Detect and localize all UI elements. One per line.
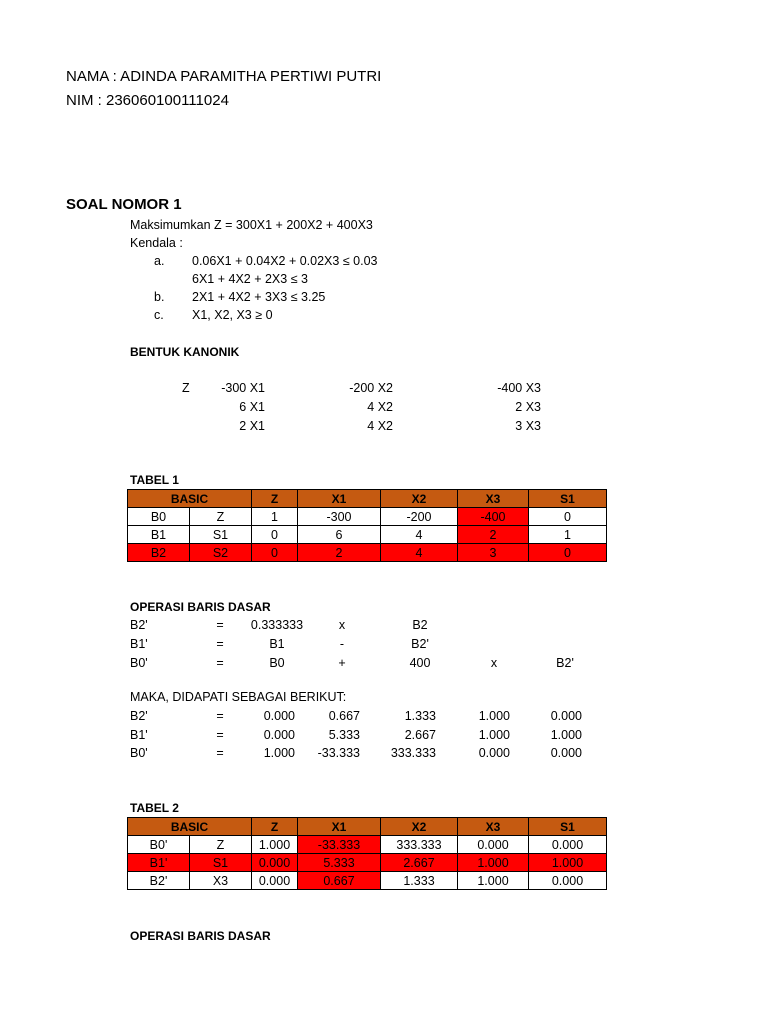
- maka-equals: =: [216, 746, 224, 760]
- obd-equals: =: [216, 618, 224, 632]
- header-x3: X3: [458, 490, 529, 508]
- table-cell: 4: [381, 526, 458, 544]
- table-cell: S1: [190, 526, 252, 544]
- kanonik-x2: -200 X2: [349, 381, 393, 395]
- table-row: [128, 508, 607, 526]
- table-cell: 4: [381, 544, 458, 562]
- obd-label: B1': [130, 637, 148, 651]
- obd-value: B2': [411, 637, 429, 651]
- pivot-column-cell: -400: [458, 508, 529, 526]
- maka-value: 5.333: [328, 728, 360, 742]
- maka-value: 1.333: [404, 709, 436, 723]
- maka-equals: =: [216, 709, 224, 723]
- constraint-text: 6X1 + 4X2 + 2X3 ≤ 3: [192, 272, 308, 286]
- header-z: Z: [252, 490, 298, 508]
- constraint-text: X1, X2, X3 ≥ 0: [192, 308, 273, 322]
- table-cell: 1.333: [381, 872, 458, 890]
- header-x1: X1: [298, 818, 381, 836]
- header-x1: X1: [298, 490, 381, 508]
- pivot-row: [128, 854, 607, 872]
- maka-value: 1.000: [478, 728, 510, 742]
- pivot-column-cell: -33.333: [298, 836, 381, 854]
- table-cell: 1: [252, 508, 298, 526]
- table-cell: B1': [128, 854, 190, 872]
- maka-value: -33.333: [317, 746, 360, 760]
- table-cell: 1: [529, 526, 607, 544]
- kanonik-label: Z: [182, 381, 190, 395]
- tabel1-title: TABEL 1: [130, 473, 179, 487]
- table-cell: 2.667: [381, 854, 458, 872]
- pivot-column-cell: 0.667: [298, 872, 381, 890]
- maka-value: 2.667: [404, 728, 436, 742]
- maka-label: B1': [130, 728, 148, 742]
- table-cell: 0.000: [458, 836, 529, 854]
- maka-value: 0.000: [263, 709, 295, 723]
- header-x2: X2: [381, 818, 458, 836]
- table-cell: -300: [298, 508, 381, 526]
- objective-function: Maksimumkan Z = 300X1 + 200X2 + 400X3: [130, 218, 373, 232]
- obd-operator: -: [339, 637, 345, 651]
- tabel2: [127, 817, 607, 890]
- table-cell: X3: [190, 872, 252, 890]
- maka-equals: =: [216, 728, 224, 742]
- constraint-letter: b.: [154, 290, 165, 304]
- constraint-text: 0.06X1 + 0.04X2 + 0.02X3 ≤ 0.03: [192, 254, 378, 268]
- table-cell: B0: [128, 508, 190, 526]
- table-cell: 0: [529, 544, 607, 562]
- obd-label: B2': [130, 618, 148, 632]
- obd1-title: OPERASI BARIS DASAR: [130, 600, 271, 614]
- obd-value: 400: [409, 656, 431, 670]
- constraint-letter: c.: [154, 308, 164, 322]
- obd-operator: x: [490, 656, 498, 670]
- obd-equals: =: [216, 637, 224, 651]
- table-cell: 2: [298, 544, 381, 562]
- nim-line: NIM : 236060100111024: [66, 92, 229, 109]
- maka-value: 0.000: [550, 746, 582, 760]
- maka-value: 1.000: [478, 709, 510, 723]
- pivot-row: [128, 544, 607, 562]
- kanonik-x2: 4 X2: [367, 419, 393, 433]
- obd-operator: x: [338, 618, 346, 632]
- table-cell: 1.000: [458, 854, 529, 872]
- maka-value: 333.333: [390, 746, 436, 760]
- constraint-text: 2X1 + 4X2 + 3X3 ≤ 3.25: [192, 290, 326, 304]
- kanonik-x2: 4 X2: [367, 400, 393, 414]
- table-cell: 0.000: [529, 836, 607, 854]
- table-cell: 0.000: [252, 854, 298, 872]
- maka-value: 0.000: [263, 728, 295, 742]
- header-basic: BASIC: [128, 490, 252, 508]
- header-x2: X2: [381, 490, 458, 508]
- obd-label: B0': [130, 656, 148, 670]
- table-cell: 0: [252, 544, 298, 562]
- maka-label: B2': [130, 709, 148, 723]
- table-cell: 0.000: [529, 872, 607, 890]
- tabel1: [127, 489, 607, 562]
- table-cell: S2: [190, 544, 252, 562]
- table-header-row: [128, 818, 607, 836]
- table-row: [128, 526, 607, 544]
- table-cell: B1: [128, 526, 190, 544]
- maka-value: 0.000: [550, 709, 582, 723]
- table-cell: 5.333: [298, 854, 381, 872]
- maka-value: 1.000: [263, 746, 295, 760]
- kanonik-x1: -300 X1: [221, 381, 265, 395]
- table-cell: B0': [128, 836, 190, 854]
- soal-title: SOAL NOMOR 1: [66, 196, 182, 213]
- kanonik-x3: 2 X3: [515, 400, 541, 414]
- tabel2-title: TABEL 2: [130, 801, 179, 815]
- table-cell: B2': [128, 872, 190, 890]
- kanonik-title: BENTUK KANONIK: [130, 345, 240, 359]
- kanonik-x1: 2 X1: [239, 419, 265, 433]
- table-cell: 3: [458, 544, 529, 562]
- table-cell: 0: [529, 508, 607, 526]
- header-basic: BASIC: [128, 818, 252, 836]
- obd-equals: =: [216, 656, 224, 670]
- maka-value: 0.000: [478, 746, 510, 760]
- kanonik-x3: 3 X3: [515, 419, 541, 433]
- table-cell: -200: [381, 508, 458, 526]
- constraint-letter: a.: [154, 254, 165, 268]
- header-x3: X3: [458, 818, 529, 836]
- header-s1: S1: [529, 818, 607, 836]
- header-z: Z: [252, 818, 298, 836]
- table-header-row: [128, 490, 607, 508]
- nama-line: NAMA : ADINDA PARAMITHA PERTIWI PUTRI: [66, 68, 382, 85]
- obd-value: B0: [269, 656, 285, 670]
- obd-value: B2': [556, 656, 574, 670]
- table-cell: B2: [128, 544, 190, 562]
- pivot-column-cell: 2: [458, 526, 529, 544]
- maka-value: 0.667: [328, 709, 360, 723]
- table-cell: 6: [298, 526, 381, 544]
- table-cell: 1.000: [252, 836, 298, 854]
- kendala-label: Kendala :: [130, 236, 183, 250]
- table-cell: 0.000: [252, 872, 298, 890]
- table-cell: 0: [252, 526, 298, 544]
- obd-value: B2: [412, 618, 428, 632]
- obd-value: 0.333333: [250, 618, 304, 632]
- table-cell: Z: [190, 508, 252, 526]
- obd-operator: +: [338, 656, 346, 670]
- maka-value: 1.000: [550, 728, 582, 742]
- obd-value: B1: [269, 637, 285, 651]
- table-row: [128, 836, 607, 854]
- kanonik-x1: 6 X1: [239, 400, 265, 414]
- table-cell: Z: [190, 836, 252, 854]
- maka-label: B0': [130, 746, 148, 760]
- table-cell: 1.000: [529, 854, 607, 872]
- table-cell: 1.000: [458, 872, 529, 890]
- table-cell: 333.333: [381, 836, 458, 854]
- header-s1: S1: [529, 490, 607, 508]
- table-cell: S1: [190, 854, 252, 872]
- obd2-title: OPERASI BARIS DASAR: [130, 929, 271, 943]
- maka-title: MAKA, DIDAPATI SEBAGAI BERIKUT:: [130, 690, 347, 704]
- kanonik-x3: -400 X3: [497, 381, 541, 395]
- table-row: [128, 872, 607, 890]
